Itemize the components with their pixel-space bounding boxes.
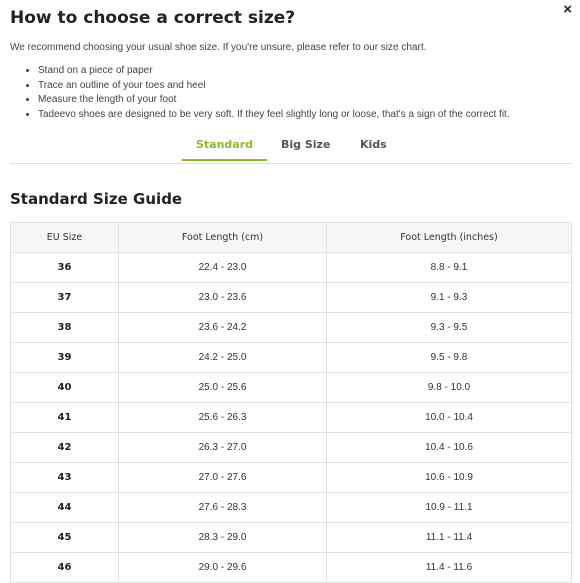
intro-text: We recommend choosing your usual shoe size. If you're unsure, please refer to our size chart.	[10, 42, 427, 53]
inches-cell: 10.4 - 10.6	[327, 433, 572, 463]
eu-size-cell: 37	[11, 283, 119, 313]
eu-size-cell: 36	[11, 253, 119, 283]
header-foot-length-cm: Foot Length (cm)	[119, 223, 327, 253]
table-row	[11, 373, 572, 403]
table-row	[11, 313, 572, 343]
inches-cell: 10.0 - 10.4	[327, 403, 572, 433]
header-foot-length-inches: Foot Length (inches)	[327, 223, 572, 253]
inches-cell: 9.5 - 9.8	[327, 343, 572, 373]
inches-cell: 11.1 - 11.4	[327, 523, 572, 553]
table-row	[11, 553, 572, 583]
eu-size-cell: 41	[11, 403, 119, 433]
size-tabs	[10, 133, 572, 164]
cm-cell: 25.6 - 26.3	[119, 403, 327, 433]
table-row	[11, 433, 572, 463]
cm-cell: 29.0 - 29.6	[119, 553, 327, 583]
table-row	[11, 523, 572, 553]
inches-cell: 10.9 - 11.1	[327, 493, 572, 523]
eu-size-cell: 43	[11, 463, 119, 493]
table-header-row	[11, 223, 572, 253]
table-row	[11, 283, 572, 313]
table-row	[11, 493, 572, 523]
cm-cell: 27.0 - 27.6	[119, 463, 327, 493]
section-title: Standard Size Guide	[10, 190, 183, 208]
table-row	[11, 463, 572, 493]
tab-big-size[interactable]: Big Size	[281, 138, 331, 151]
list-item: • Trace an outline of your toes and heel	[38, 79, 510, 94]
eu-size-cell: 46	[11, 553, 119, 583]
table-row	[11, 253, 572, 283]
cm-cell: 26.3 - 27.0	[119, 433, 327, 463]
cm-cell: 27.6 - 28.3	[119, 493, 327, 523]
header-eu-size: EU Size	[11, 223, 119, 253]
eu-size-cell: 40	[11, 373, 119, 403]
inches-cell: 9.3 - 9.5	[327, 313, 572, 343]
cm-cell: 25.0 - 25.6	[119, 373, 327, 403]
inches-cell: 9.8 - 10.0	[327, 373, 572, 403]
tab-standard[interactable]: Standard	[182, 133, 267, 161]
inches-cell: 8.8 - 9.1	[327, 253, 572, 283]
size-table	[10, 222, 572, 583]
table-row	[11, 403, 572, 433]
cm-cell: 23.6 - 24.2	[119, 313, 327, 343]
cm-cell: 23.0 - 23.6	[119, 283, 327, 313]
eu-size-cell: 44	[11, 493, 119, 523]
eu-size-cell: 42	[11, 433, 119, 463]
inches-cell: 9.1 - 9.3	[327, 283, 572, 313]
cm-cell: 24.2 - 25.0	[119, 343, 327, 373]
close-icon[interactable]: ×	[563, 1, 572, 18]
inches-cell: 11.4 - 11.6	[327, 553, 572, 583]
table-row	[11, 343, 572, 373]
eu-size-cell: 45	[11, 523, 119, 553]
cm-cell: 28.3 - 29.0	[119, 523, 327, 553]
page-title: How to choose a correct size?	[10, 8, 296, 28]
eu-size-cell: 39	[11, 343, 119, 373]
size-table-body	[11, 253, 572, 583]
cm-cell: 22.4 - 23.0	[119, 253, 327, 283]
eu-size-cell: 38	[11, 313, 119, 343]
list-item: • Measure the length of your foot	[38, 93, 510, 108]
list-item: • Stand on a piece of paper	[38, 64, 510, 79]
inches-cell: 10.6 - 10.9	[327, 463, 572, 493]
tips-list	[24, 64, 510, 122]
tab-kids[interactable]: Kids	[360, 138, 387, 151]
list-item: • Tadeevo shoes are designed to be very soft. If they feel slightly long or loose, that's a sign of the correct fit.	[38, 108, 510, 123]
